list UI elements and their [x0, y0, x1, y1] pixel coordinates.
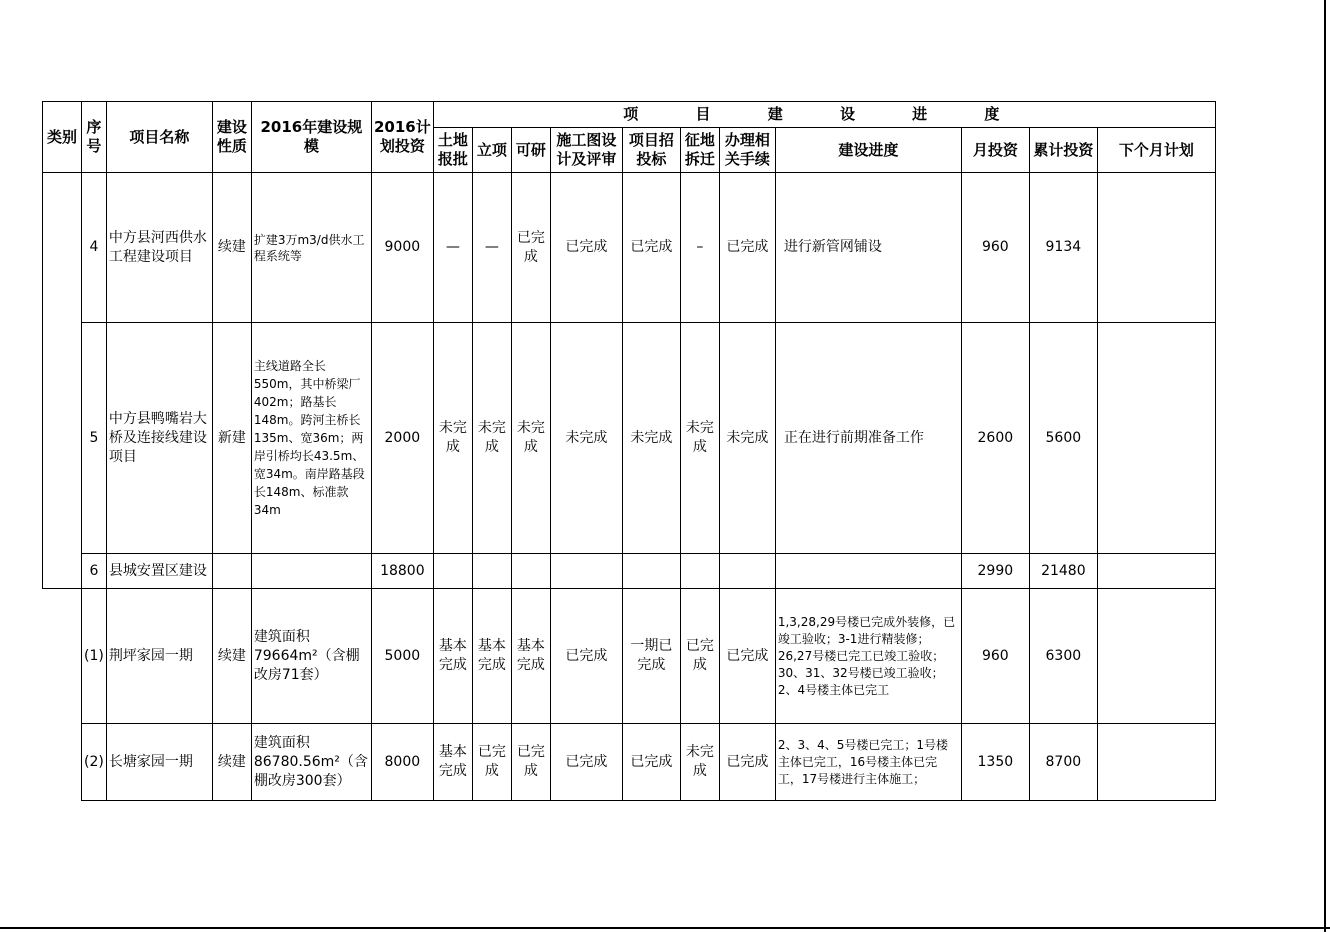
feasibility-cell: 未完成	[511, 323, 550, 554]
demolition-cell: 未完成	[680, 323, 719, 554]
bidding-cell: 未完成	[622, 323, 680, 554]
seq-cell: 5	[82, 323, 107, 554]
header-scale: 2016年建设规模	[251, 102, 371, 173]
header-approval: 立项	[472, 128, 511, 173]
seq-cell: 4	[82, 173, 107, 323]
page-frame-right-edge	[1324, 0, 1326, 932]
next-plan-cell	[1097, 724, 1215, 801]
progress-cell: 2、3、4、5号楼已完工；1号楼主体已完工，16号楼主体已完工，17号楼进行主体施工；	[775, 724, 961, 801]
bidding-cell: 已完成	[622, 173, 680, 323]
plan-cell: 9000	[371, 173, 433, 323]
nature-cell	[212, 554, 251, 589]
monthly-cell: 960	[961, 173, 1029, 323]
progress-cell: 进行新管网铺设	[775, 173, 961, 323]
category-cell	[43, 589, 82, 801]
plan-cell: 8000	[371, 724, 433, 801]
name-cell: 长塘家园一期	[106, 724, 212, 801]
name-cell: 中方县河西供水工程建设项目	[106, 173, 212, 323]
header-monthly: 月投资	[961, 128, 1029, 173]
demolition-cell: –	[680, 173, 719, 323]
feasibility-cell: 已完成	[511, 173, 550, 323]
next-plan-cell	[1097, 323, 1215, 554]
land-cell: 基本完成	[433, 589, 472, 724]
feasibility-cell	[511, 554, 550, 589]
bidding-cell: 一期已完成	[622, 589, 680, 724]
bidding-cell: 已完成	[622, 724, 680, 801]
header-feasibility: 可研	[511, 128, 550, 173]
header-procedures: 办理相关手续	[719, 128, 775, 173]
header-plan-investment: 2016计划投资	[371, 102, 433, 173]
cumulative-cell: 6300	[1029, 589, 1097, 724]
header-next-plan: 下个月计划	[1097, 128, 1215, 173]
design-cell: 未完成	[550, 323, 622, 554]
table-row	[43, 323, 1216, 554]
project-progress-table	[42, 101, 1216, 801]
category-cell	[43, 173, 82, 589]
monthly-cell: 2600	[961, 323, 1029, 554]
name-cell: 中方县鸭嘴岩大桥及连接线建设项目	[106, 323, 212, 554]
table-row	[43, 589, 1216, 724]
header-bidding: 项目招投标	[622, 128, 680, 173]
header-category: 类别	[43, 102, 82, 173]
header-name: 项目名称	[106, 102, 212, 173]
seq-cell: (2)	[82, 724, 107, 801]
land-cell	[433, 554, 472, 589]
table-row	[43, 724, 1216, 801]
procedures-cell: 已完成	[719, 589, 775, 724]
page-frame-bottom-edge	[0, 927, 1330, 929]
header-seq: 序号	[82, 102, 107, 173]
bidding-cell	[622, 554, 680, 589]
nature-cell: 续建	[212, 173, 251, 323]
monthly-cell: 1350	[961, 724, 1029, 801]
land-cell: —	[433, 173, 472, 323]
header-progress: 建设进度	[775, 128, 961, 173]
design-cell: 已完成	[550, 173, 622, 323]
demolition-cell: 未完成	[680, 724, 719, 801]
nature-cell: 续建	[212, 589, 251, 724]
procedures-cell: 未完成	[719, 323, 775, 554]
procedures-cell: 已完成	[719, 173, 775, 323]
cumulative-cell: 5600	[1029, 323, 1097, 554]
name-cell: 荆坪家园一期	[106, 589, 212, 724]
nature-cell: 续建	[212, 724, 251, 801]
header-cumulative: 累计投资	[1029, 128, 1097, 173]
progress-cell: 1,3,28,29号楼已完成外装修，已竣工验收；3-1进行精装修；26,27号楼已完工已竣工验收；30、31、32号楼已竣工验收；2、4号楼主体已完工	[775, 589, 961, 724]
scale-cell: 扩建3万m3/d供水工程系统等	[251, 173, 371, 323]
procedures-cell: 已完成	[719, 724, 775, 801]
header-nature: 建设性质	[212, 102, 251, 173]
feasibility-cell: 基本完成	[511, 589, 550, 724]
approval-cell: —	[472, 173, 511, 323]
nature-cell: 新建	[212, 323, 251, 554]
cumulative-cell: 8700	[1029, 724, 1097, 801]
demolition-cell: 已完成	[680, 589, 719, 724]
plan-cell: 5000	[371, 589, 433, 724]
progress-cell	[775, 554, 961, 589]
land-cell: 未完成	[433, 323, 472, 554]
design-cell: 已完成	[550, 589, 622, 724]
next-plan-cell	[1097, 589, 1215, 724]
procedures-cell	[719, 554, 775, 589]
header-design-review: 施工图设计及评审	[550, 128, 622, 173]
progress-cell: 正在进行前期准备工作	[775, 323, 961, 554]
design-cell: 已完成	[550, 724, 622, 801]
scale-cell: 建筑面积86780.56m²（含棚改房300套）	[251, 724, 371, 801]
table-row	[43, 554, 1216, 589]
header-progress-group: 项 目 建 设 进 度	[433, 102, 1215, 128]
monthly-cell: 2990	[961, 554, 1029, 589]
seq-cell: 6	[82, 554, 107, 589]
scale-cell	[251, 554, 371, 589]
cumulative-cell: 21480	[1029, 554, 1097, 589]
next-plan-cell	[1097, 554, 1215, 589]
design-cell	[550, 554, 622, 589]
demolition-cell	[680, 554, 719, 589]
approval-cell: 已完成	[472, 724, 511, 801]
next-plan-cell	[1097, 173, 1215, 323]
header-land: 土地报批	[433, 128, 472, 173]
approval-cell	[472, 554, 511, 589]
header-demolition: 征地拆迁	[680, 128, 719, 173]
name-cell: 县城安置区建设	[106, 554, 212, 589]
approval-cell: 未完成	[472, 323, 511, 554]
plan-cell: 18800	[371, 554, 433, 589]
scale-cell: 主线道路全长550m，其中桥梁厂402m；路基长148m。跨河主桥长135m、宽36m；两岸引桥均长43.5m、宽34m。南岸路基段长148m、标准款34m	[251, 323, 371, 554]
table-row	[43, 173, 1216, 323]
feasibility-cell: 已完成	[511, 724, 550, 801]
scale-cell: 建筑面积79664m²（含棚改房71套）	[251, 589, 371, 724]
land-cell: 基本完成	[433, 724, 472, 801]
monthly-cell: 960	[961, 589, 1029, 724]
seq-cell: (1)	[82, 589, 107, 724]
plan-cell: 2000	[371, 323, 433, 554]
approval-cell: 基本完成	[472, 589, 511, 724]
cumulative-cell: 9134	[1029, 173, 1097, 323]
